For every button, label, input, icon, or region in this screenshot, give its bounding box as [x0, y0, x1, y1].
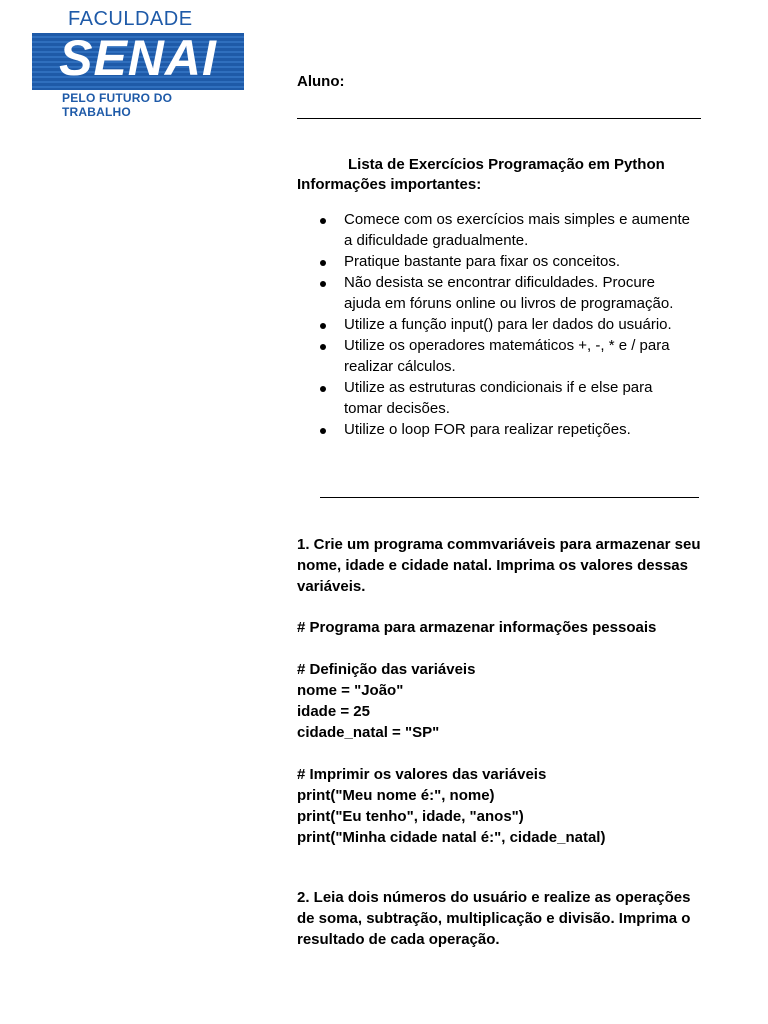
bullet-icon	[320, 323, 326, 329]
code-line: nome = "João"	[297, 682, 404, 699]
tip-item: Utilize o loop FOR para realizar repetições.	[297, 419, 737, 440]
section-divider	[320, 497, 699, 498]
senai-logo	[32, 8, 244, 119]
tip-item: Utilize a função input() para ler dados do usuário.	[297, 314, 737, 335]
student-name-line	[297, 118, 701, 119]
logo-tagline: PELO FUTURO DO TRABALHO	[62, 91, 173, 119]
bullet-icon	[320, 281, 326, 287]
document-header	[297, 155, 737, 195]
tips-list	[297, 209, 737, 440]
code-line: cidade_natal = "SP"	[297, 724, 440, 741]
student-label: Aluno:	[297, 73, 345, 90]
logo-top-word: FACULDADE	[68, 8, 193, 30]
tip-item: Comece com os exercícios mais simples e aumente a dificuldade gradualmente.	[297, 209, 737, 251]
code-line: print("Eu tenho", idade, "anos")	[297, 808, 524, 825]
exercise-2-statement: 2. Leia dois números do usuário e realize as operações de soma, subtração, multiplicação e divisão. Imprima o resultado de cada operação.	[297, 889, 691, 948]
code-line: print("Minha cidade natal é:", cidade_natal)	[297, 829, 606, 846]
document-title: Lista de Exercícios Programação em Python	[348, 156, 665, 173]
exercise-1-statement: 1. Crie um programa commvariáveis para armazenar seu nome, idade e cidade natal. Imprima os valores dessas variáveis.	[297, 536, 701, 595]
bullet-icon	[320, 218, 326, 224]
code-blank	[297, 743, 737, 764]
tip-item: Não desista se encontrar dificuldades. Procure ajuda em fóruns online ou livros de programação.	[297, 272, 737, 314]
logo-brand-name: SENAI	[59, 30, 217, 86]
code-comment: # Programa para armazenar informações pessoais	[297, 619, 657, 636]
bullet-icon	[320, 260, 326, 266]
code-line: print("Meu nome é:", nome)	[297, 787, 495, 804]
bullet-icon	[320, 344, 326, 350]
code-comment: # Definição das variáveis	[297, 661, 476, 678]
code-blank	[297, 638, 737, 659]
code-line: idade = 25	[297, 703, 370, 720]
tip-item: Pratique bastante para fixar os conceitos.	[297, 251, 737, 272]
bullet-icon	[320, 428, 326, 434]
bullet-icon	[320, 386, 326, 392]
exercise-1-code	[297, 617, 737, 848]
document-subtitle: Informações importantes:	[297, 176, 482, 193]
tip-item: Utilize as estruturas condicionais if e else para tomar decisões.	[297, 377, 737, 419]
code-comment: # Imprimir os valores das variáveis	[297, 766, 547, 783]
tip-item: Utilize os operadores matemáticos +, -, * e / para realizar cálculos.	[297, 335, 737, 377]
